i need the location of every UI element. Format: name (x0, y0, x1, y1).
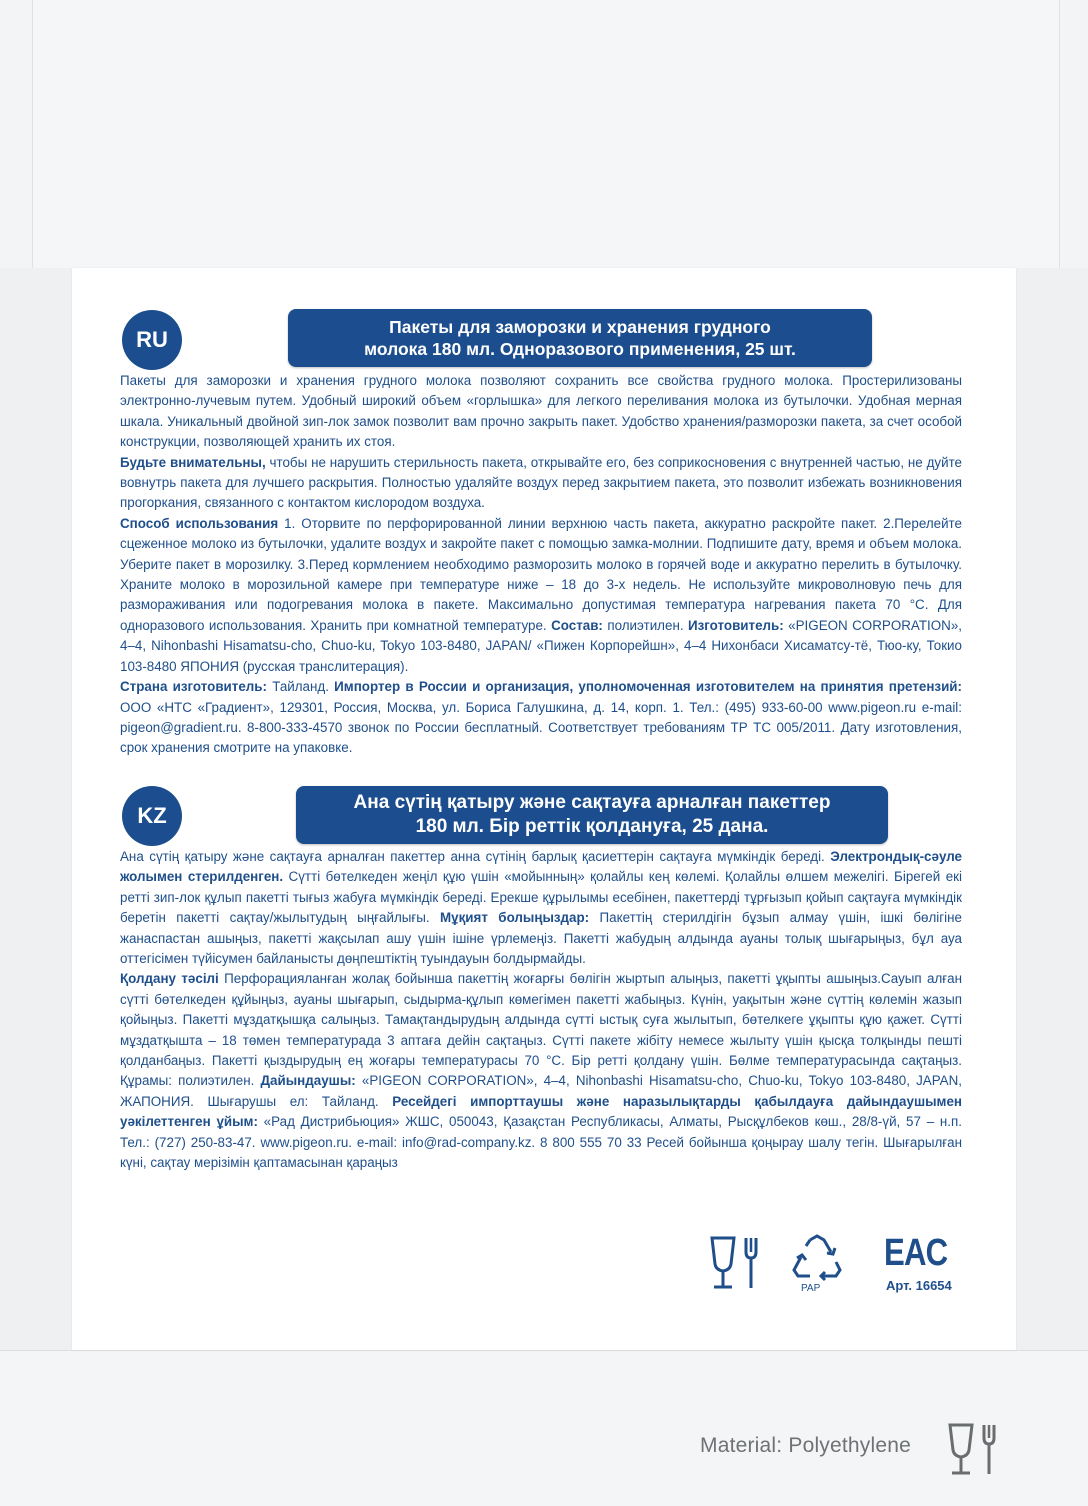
article-number: Арт. 16654 (886, 1278, 952, 1293)
lang-badge-ru (122, 310, 182, 370)
title-line-2: 180 мл. Бір реттік қолдануға, 25 дана. (415, 816, 769, 837)
title-line-2: молока 180 мл. Одноразового применения, 25 шт. (364, 339, 796, 359)
box-lower-panel (0, 1350, 1088, 1506)
kz-paragraph-usage: Қолдану тәсілі Перфорацияланған жолақ бойынша пакеттің жоғарғы бөлігін жыртып алыңыз, пакетті ұқыпты ашыңыз.Сауып алған сүтті бөтелкеден құйыңыз, ауаны шығарып, сыдырма-құлып көмегімен пакетті жабыңыз. Күнін, уақытын және сүттің көлемін жазып қойыңыз. Пакетті мұздатқышқа салыңыз. Тамақтандырудың алдында сүтті ыстық суға жылытып, бөтелкеге ұқыпты құю қажет. Сүтті мұздатқышта – 18 төмен температурада 3 аптаға дейін сақтаңыз. Сүтті пакете жібіту немесе жылыту үшін қысқа толқынды пешті қолданбаңыз. Пакетті қыздырудың ең жоғары температурасы 70 °С. Бір ретті қолдану үшін. Бөлме температурасында сақтаңыз. Құрамы: полиэтилен. Дайындаушы: «PIGEON CORPORATION», 4–4, Nihonbashi Hisamatsu-cho, Chuo-ku, Tokyo 103-8480, JAPAN, ЖАПОНИЯ. Шығарушы ел: Тайланд. Ресейдегі импорттаушы және наразылықтарды қабылдауға дайындаушымен уәкілеттенген ұйым: «Рад Дистрибьюция» ЖШС, 050043, Қазақстан Республикасы, Алматы, Рысқұлбеков көш., 28/8-үй, 57 – н.п. Тел.: (727) 250-83-47. www.pigeon.ru. e-mail: info@rad-company.kz. 8 800 555 70 33 Ресей бойынша қоңырау шалу тегін. Шығарылған күні, сақтау мерізімін қаптамасынан қараңыз (120, 971, 963, 1171)
panel-divider (0, 1350, 1088, 1351)
eac-mark: EAC (884, 1232, 948, 1274)
title-bar-ru (288, 309, 872, 367)
lang-code: RU (136, 327, 168, 352)
ru-paragraph-usage: Способ использования 1. Оторвите по перфорированной линии верхнюю часть пакета, аккуратно раскройте пакет. 2.Перелейте сцеженное молоко из бутылочки, удалите воздух и закройте пакет с помощью замка-молнии. Подпишите дату, время и объем молока. Уберите пакет в морозилку. 3.Перед кормлением необходимо разморозить молоко в горячей воде и аккуратно перелить в бутылочку. Храните молоко в морозильной камере при температуре ниже – 18 до 3-х недель. Не используйте микроволновую печь для размораживания или подогревания молока в пакете. Максимально допустимая температура нагревания пакета 70 °С. Для одноразового использования. Хранить при комнатной температуре. Состав: полиэтилен. Изготовитель: «PIGEON CORPORATION», 4–4, Nihonbashi Hisamatsu-cho, Chuo-ku, Tokyo 103-8480, JAPAN/ «Пижен Корпорейшн», 4–4 Нихонбаси Хисаматсу-тё, Тюо-ку, Токио 103-8480 ЯПОНИЯ (русская транслитерация). (120, 515, 962, 674)
title-bar-kz (296, 786, 888, 844)
kz-paragraph-intro: Ана сүтің қатыру және сақтауға арналған пакеттер анна сүтінің барлық қасиеттерін сақтауға мүмкіндік береді. Электрондық-сәуле жолымен стерилденген. Сүтті бөтелкеден жеңіл құю үшін «мойынның» қолайлы кең көлемі. Қолайлы өлшем межелігі. Бірегей екі ретті зип-лок құлып пакетті тығыз жабуға мүмкіндік береді. Ерекше құрылымы есебінен, пакеттерді тұрғызып қойып сақтауға мүмкіндік беретін пакетті сақтау/жылытудың ыңғайлығы. Мұқият болыңыздар: Пакеттің стерилдігін бұзып алмау үшін, ішкі бөлігіне жанаспастан ашыңыз, пакетті жақсылап ашу үшін ішіне үрлемеңіз. Пакетті жабудың алдында ауаны толық шығарыңыз, бұл ауа оттегісімен түйісумен байланысты дөңпештіктің туындауын болдырмайды. (120, 849, 962, 967)
title-line-1: Пакеты для заморозки и хранения грудного (389, 317, 771, 337)
food-safe-icon (944, 1420, 1004, 1478)
recycle-code: PAP (801, 1283, 821, 1294)
glass-fork-icon (706, 1234, 768, 1292)
ru-paragraph-importer: Страна изготовитель: Тайланд. Импортер в России и организация, уполномоченная изготовителем на принятия претензий: ООО «НТС «Градиент», 129301, Россия, Москва, ул. Бориса Галушкина, д. 14, корп. 1. Тел.: (495) 933-60-00 www.pigeon.ru e-mail: pigeon@gradient.ru. 8-800-333-4570 звонок по России бесплатный. Соответствует требованиям ТР ТС 005/2011. Дату изготовления, срок хранения смотрите на упаковке. (120, 679, 962, 756)
title-line-1: Ана сүтің қатыру және сақтауға арналған пакеттер (353, 792, 831, 813)
ru-paragraph-caution: Будьте внимательны, чтобы не нарушить стерильность пакета, открывайте его, без соприкосновения с внутренней частью, не дуйте вовнутрь пакета для лучшего раскрытия. Полностью удаляйте воздух перед закрытием пакета, это позволит избежать возникновения прогоркания, связанного с контактом кислородом воздуха. (120, 454, 963, 511)
kz-description (120, 847, 962, 1174)
ru-description (120, 371, 962, 759)
lang-badge-kz (122, 786, 182, 846)
box-side-left (0, 268, 72, 1506)
box-top-flap (32, 0, 1060, 268)
ru-paragraph-intro: Пакеты для заморозки и хранения грудного молока позволяют сохранить все свойства грудного молока. Простерилизованы электронно-лучевым путем. Удобный широкий объем «горлышка» для легкого переливания молока из бутылочки. Удобная мерная шкала. Уникальный двойной зип-лок замок позволит вам прочно закрыть пакет. Удобство хранения/разморозки пакета, за счет особой конструкции, позволяющей хранить их стоя. (120, 373, 962, 450)
material-text: Material: Polyethylene (700, 1434, 912, 1457)
box-side-right (1016, 268, 1088, 1506)
recycle-icon (786, 1232, 848, 1284)
lang-code: KZ (137, 803, 167, 828)
